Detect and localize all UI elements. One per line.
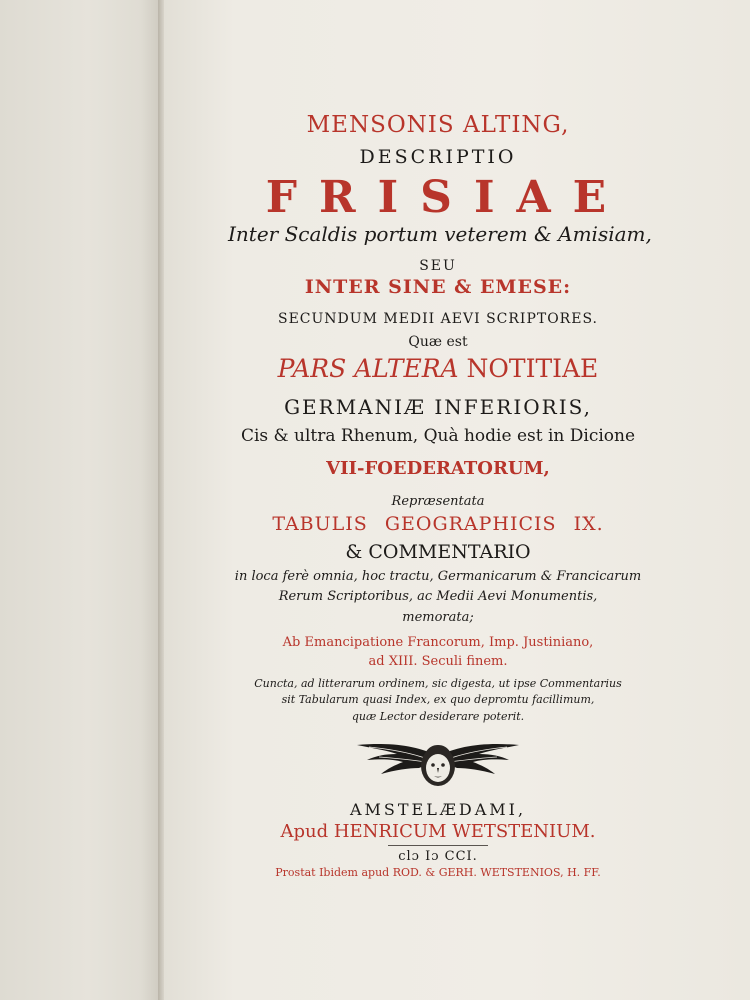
inter-sine-line: INTER SINE & EMESE: [304,276,572,298]
prostat-line: Prostat Ibidem apud ROD. & GERH. WETSTENIOS, H. FF. [275,866,601,879]
secundum-line: SECUNDUM MEDII AEVI SCRIPTORES. [277,311,598,327]
pars-altera-text: PARS ALTERA [277,354,459,383]
quae-lector-line: quæ Lector desiderare poterit. [351,710,525,723]
commentario-line: & COMMENTARIO [345,541,531,563]
germaniae-line: GERMANIÆ INFERIORIS, [284,395,592,419]
vii-foederatorum-line: VII-FOEDERATORUM, [326,458,550,479]
ad-xiii-line: ad XIII. Seculi finem. [368,654,508,669]
tabulis-line: TABULIS GEOGRAPHICIS IX. [272,513,604,535]
title-text-block [228,0,652,1000]
rerum-line: Rerum Scriptoribus, ac Medii Aevi Monumentis, [278,589,598,604]
publisher-line: Apud HENRICUM WETSTENIUM. [280,821,596,842]
memorata-line: memorata; [402,610,474,625]
cherub-ornament-icon [355,732,521,794]
notitiae-text: NOTITIAE [466,354,599,383]
frisiae-line: FRISIAE [265,172,629,223]
amstelaedami-line: AMSTELÆDAMI, [349,800,527,819]
date-line: clɔ Iɔ CCI. [398,849,478,864]
in-loca-line: in loca ferè omnia, hoc tractu, Germanicarum & Francicarum [234,569,642,584]
cis-ultra-line: Cis & ultra Rhenum, Quà hodie est in Dicione [240,426,636,446]
sit-tabularum-line: sit Tabularum quasi Index, ex quo depromtu facillimum, [281,693,595,706]
date-rule [388,845,488,846]
left-page [0,0,160,1000]
repraesentata-line: Repræsentata [391,494,485,509]
ab-emancipatione-line: Ab Emancipatione Francorum, Imp. Justiniano, [282,635,594,650]
pars-altera-line [228,356,648,381]
inter-scaldis-line: Inter Scaldis portum veterem & Amisiam, [228,222,652,246]
descriptio-line: DESCRIPTIO [359,146,517,168]
seu-line: SEU [419,258,457,274]
cuncta-line: Cuncta, ad litterarum ordinem, sic digesta, ut ipse Commentarius [254,677,622,690]
quae-est-line: Quæ est [408,334,468,350]
author-line: MENSONIS ALTING, [306,112,570,138]
